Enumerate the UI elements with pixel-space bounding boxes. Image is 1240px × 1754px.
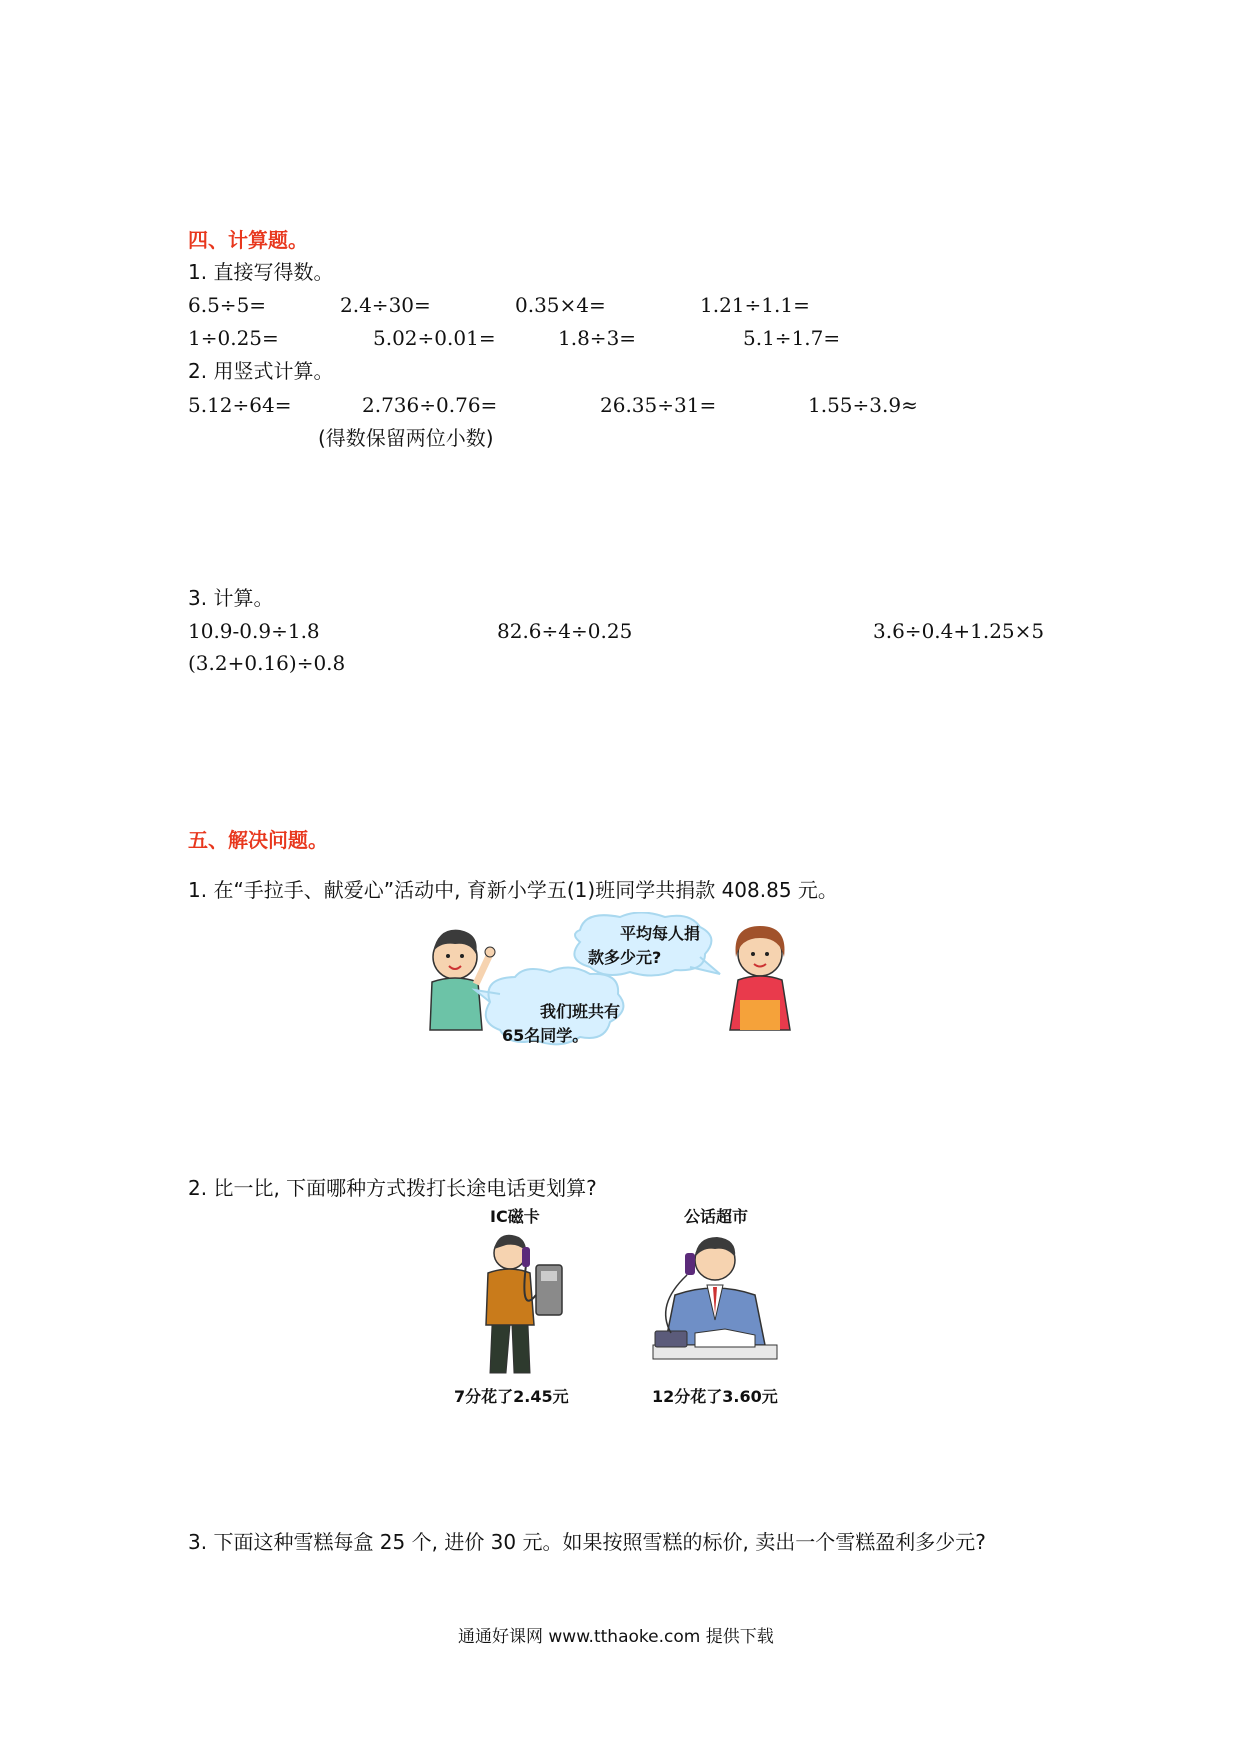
problem-1-text: 1. 在“手拉手、献爱心”活动中, 育新小学五(1)班同学共捐款 408.85 元。: [188, 878, 838, 902]
q3-item: 10.9-0.9÷1.8: [188, 619, 320, 643]
q1-title: 1. 直接写得数。: [188, 260, 334, 284]
q3-item: (3.2+0.16)÷0.8: [188, 651, 346, 675]
boy-bubble-line: 65名同学。: [502, 1026, 589, 1045]
q2-title: 2. 用竖式计算。: [188, 359, 334, 383]
ic-card-phone-illustration: [470, 1225, 580, 1375]
problem-3-text: 3. 下面这种雪糕每盒 25 个, 进价 30 元。如果按照雪糕的标价, 卖出一个雪糕盈利多少元?: [188, 1530, 986, 1554]
girl-bubble-line: 平均每人捐: [620, 924, 701, 943]
girl-figure: [730, 926, 790, 1030]
phone-market-illustration: [645, 1225, 785, 1375]
q3-title: 3. 计算。: [188, 586, 274, 610]
page-footer: 通通好课网 www.tthaoke.com 提供下载: [458, 1627, 774, 1647]
phone-market-caption: 12分花了3.60元: [652, 1387, 778, 1406]
section-4-heading: 四、计算题。: [188, 228, 308, 252]
q1-item: 5.1÷1.7=: [743, 326, 841, 350]
q2-note: (得数保留两位小数): [318, 426, 494, 450]
q1-item: 0.35×4=: [515, 293, 606, 317]
q1-item: 1.21÷1.1=: [700, 293, 810, 317]
q1-item: 5.02÷0.01=: [373, 326, 496, 350]
boy-bubble-line: 我们班共有: [540, 1002, 621, 1021]
q2-item: 26.35÷31=: [600, 393, 717, 417]
ic-card-label: IC磁卡: [490, 1207, 540, 1226]
ic-card-caption: 7分花了2.45元: [454, 1387, 569, 1406]
q3-item: 3.6÷0.4+1.25×5: [873, 619, 1045, 643]
q1-item: 2.4÷30=: [340, 293, 431, 317]
girl-bubble-line: 款多少元?: [588, 948, 662, 967]
q2-item: 5.12÷64=: [188, 393, 292, 417]
phone-market-label: 公话超市: [684, 1207, 749, 1226]
q1-item: 1.8÷3=: [558, 326, 637, 350]
section-5-heading: 五、解决问题。: [188, 828, 328, 852]
problem-2-text: 2. 比一比, 下面哪种方式拨打长途电话更划算?: [188, 1176, 597, 1200]
q1-item: 1÷0.25=: [188, 326, 279, 350]
q2-item: 1.55÷3.9≈: [808, 393, 918, 417]
q1-item: 6.5÷5=: [188, 293, 267, 317]
q3-item: 82.6÷4÷0.25: [497, 619, 633, 643]
q2-item: 2.736÷0.76=: [362, 393, 498, 417]
